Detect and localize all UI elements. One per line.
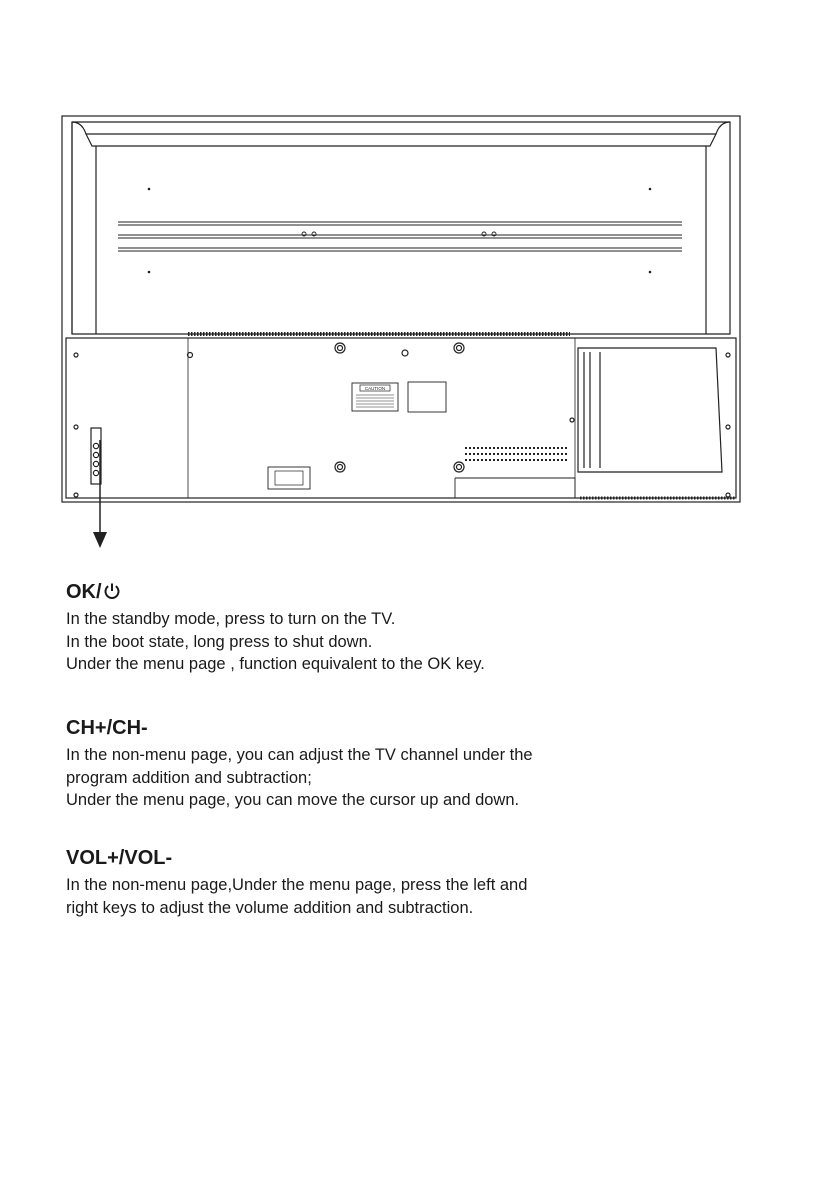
section-line: In the standby mode, press to turn on the TV.	[66, 610, 396, 628]
section-line: Under the menu page, you can move the cursor up and down.	[66, 791, 520, 809]
tv-top-bezel	[72, 122, 730, 134]
tv-outer-frame	[62, 116, 740, 502]
section-title-vol: VOL+/VOL-	[66, 847, 173, 869]
section-line: In the non-menu page,Under the menu page, press the left and	[66, 876, 528, 894]
volume-section	[66, 846, 786, 919]
section-line: Under the menu page , function equivalent to the OK key.	[66, 655, 485, 673]
caution-label-text: CAUTION	[364, 386, 386, 391]
ok-power-section	[66, 580, 786, 676]
power-icon	[103, 582, 121, 600]
section-line: In the non-menu page, you can adjust the TV channel under the	[66, 746, 533, 764]
rear-grille	[465, 448, 568, 460]
tv-back-panel	[66, 338, 736, 498]
tv-rear-diagram	[0, 0, 840, 560]
model-label	[408, 382, 446, 412]
section-title-ch: CH+/CH-	[66, 717, 148, 739]
section-line: right keys to adjust the volume addition and subtraction.	[66, 898, 474, 917]
arrow-down-icon	[93, 440, 107, 548]
mounting-rails	[118, 222, 682, 251]
stand-slot	[268, 467, 310, 489]
section-title-ok	[66, 580, 786, 604]
section-line: In the boot state, long press to shut down.	[66, 632, 373, 651]
screw-holes	[74, 343, 730, 497]
tv-upper-panel	[72, 122, 730, 334]
section-title-text: OK/	[66, 581, 102, 603]
channel-section	[66, 716, 786, 812]
section-line: program addition and subtraction;	[66, 768, 312, 787]
